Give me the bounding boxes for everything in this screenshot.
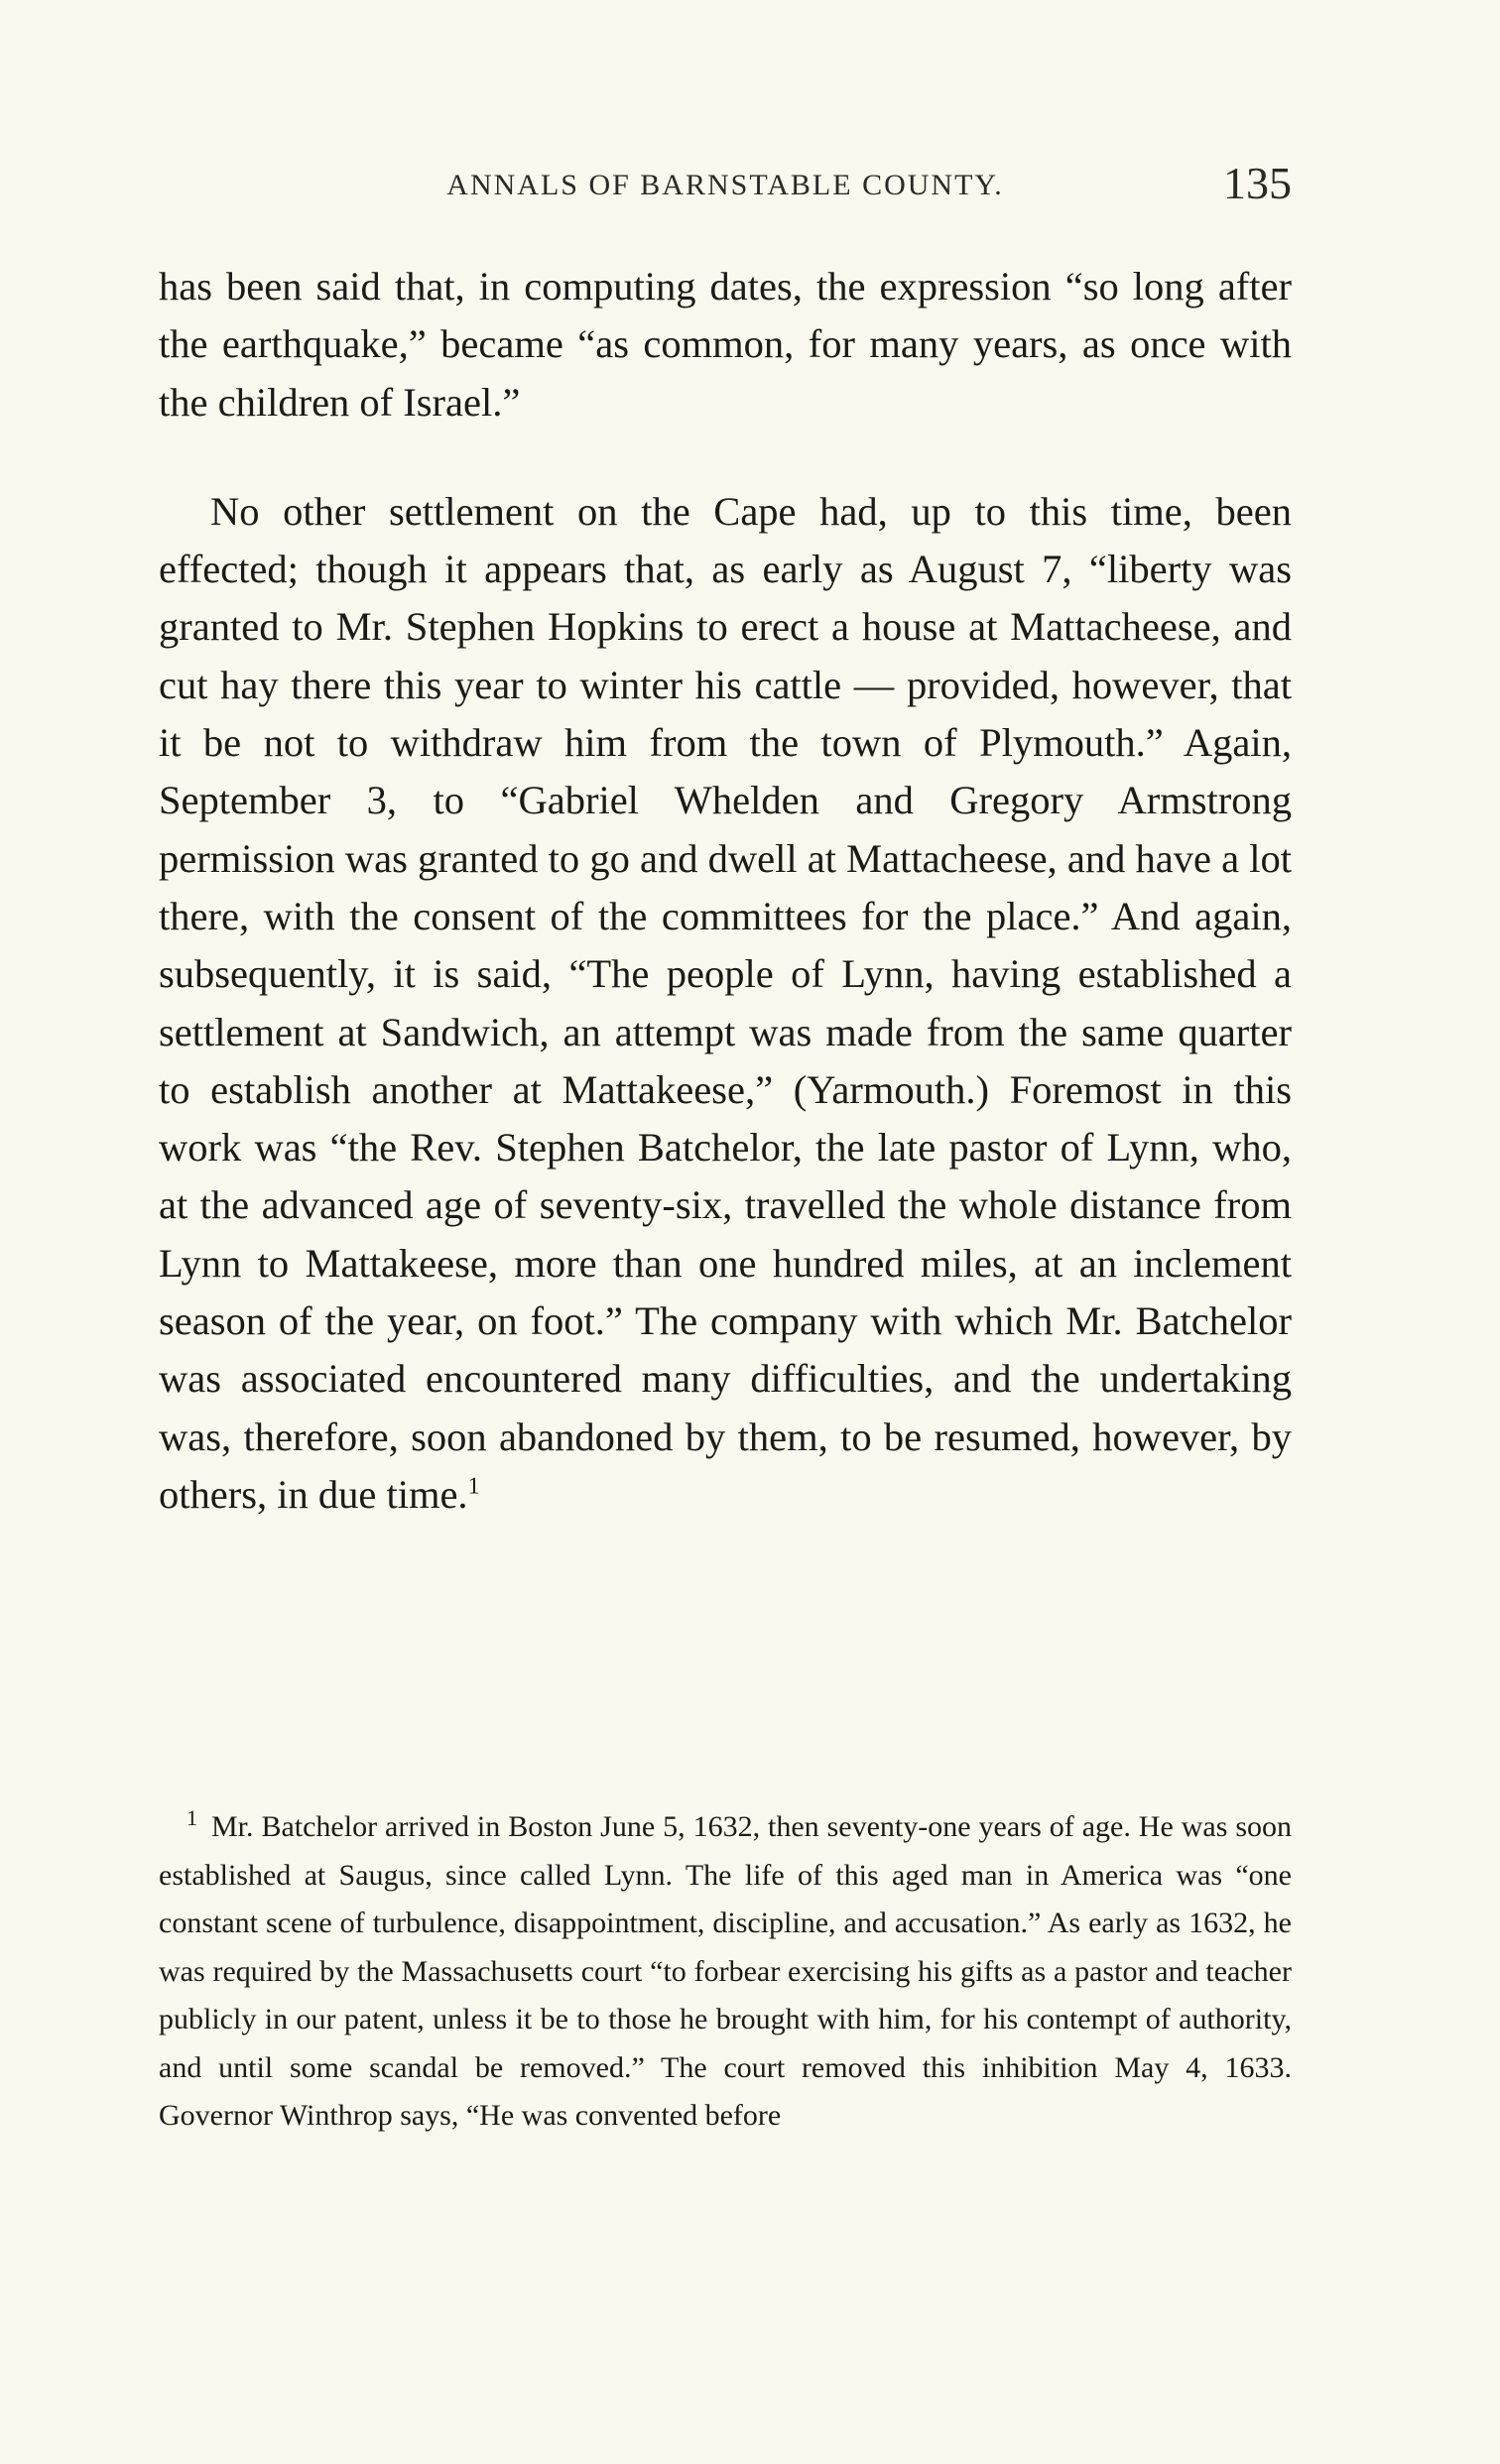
running-title: ANNALS OF BARNSTABLE COUNTY.: [446, 169, 1004, 201]
footnote-number: 1: [187, 1805, 197, 1830]
footnote-reference: 1: [467, 1473, 480, 1500]
paragraph-2-text: No other settlement on the Cape had, up to this time, been effected; though it appears that, as early as August 7, “liberty was granted to Mr. Stephen Hopkins to erect a house at Mattacheese, and cut hay there this year to winter his cattle — provided, however, that it be not to withdraw him from the town of Plymouth.” Again, September 3, to “Gabriel Whelden and Gregory Armstrong permission was granted to go and dwell at Mattacheese, and have a lot there, with the consent of the committees for the place.” And again, subsequently, it is said, “The people of Lynn, having established a settlement at Sandwich, an attempt was made from the same quarter to establish another at Mattakeese,” (Yarmouth.) Foremost in this work was “the Rev. Stephen Batchelor, the late pastor of Lynn, who, at the advanced age of seventy-six, travelled the whole distance from Lynn to Mattakeese, more than one hundred miles, at an inclement season of the year, on foot.” The company with which Mr. Batchelor was associated encountered many difficulties, and the undertaking was, therefore, soon abandoned by them, to be resumed, however, by others, in due time.: [159, 488, 1292, 1517]
page-number: 135: [1223, 158, 1292, 208]
paragraph-1: has been said that, in computing dates, the expression “so long after the earthquake,” became “as common, for many years, as once with the children of Israel.”: [159, 264, 1292, 425]
footnote: [159, 1803, 1292, 2141]
paragraph-2: [159, 483, 1292, 1524]
main-text: [159, 258, 1292, 1524]
footnote-text: Mr. Batchelor arrived in Boston June 5, 1632, then seventy-one years of age. He was soon established at Saugus, since called Lynn. The life of this aged man in America was “one constant scene of turbulence, disappointment, discipline, and accusation.” As early as 1632, he was required by the Massachusetts court “to forbear exercising his gifts as a pastor and teacher publicly in our patent, unless it be to those he brought with him, for his contempt of authority, and until some scandal be removed.” The court removed this inhibition May 4, 1633. Governor Winthrop says, “He was convented before: [159, 1810, 1292, 2132]
page-header: [159, 157, 1292, 216]
